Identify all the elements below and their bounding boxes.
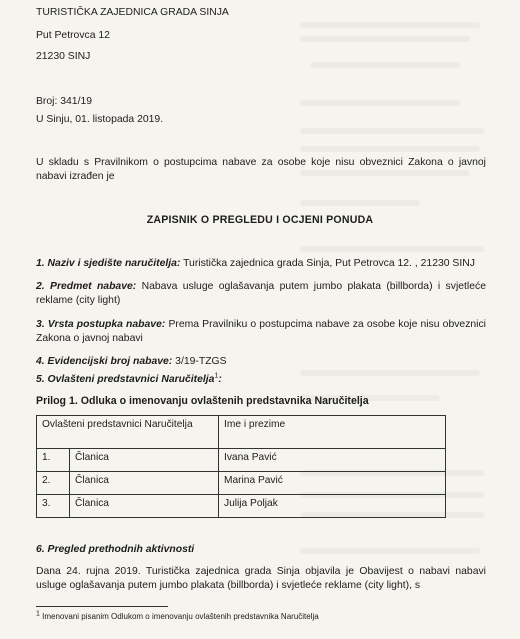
table-row (37, 449, 446, 472)
row-role: Članica (70, 495, 219, 518)
item-2-text: Nabava usluge oglašavanja putem jumbo plakata (billborda) i svjetleće reklame (city light) (36, 281, 486, 307)
section-6-heading: 6. Pregled prethodnih aktivnosti (36, 544, 195, 555)
item-4-text: 3/19-TZGS (172, 356, 227, 367)
footnote-number: 1 (36, 610, 40, 618)
doc-number: Broj: 341/19 (36, 96, 93, 107)
item-2-label: 2. Predmet nabave: (36, 281, 137, 292)
document-title: ZAPISNIK O PREGLEDU I OCJENI PONUDA (146, 214, 374, 226)
footnote (36, 612, 319, 623)
item-5 (36, 373, 486, 387)
item-3-label: 3. Vrsta postupka nabave: (36, 319, 166, 330)
item-3-text: Prema Pravilniku o postupcima nabave za osobe koje nisu obveznici Zakona o javnoj nabavi (36, 319, 486, 345)
item-3 (36, 318, 486, 346)
header-postal: 21230 SINJ (36, 51, 91, 62)
row-name: Marina Pavić (219, 472, 446, 495)
table-header-role: Ovlašteni predstavnici Naručitelja (37, 416, 219, 449)
date-line: U Sinju, 01. listopada 2019. (36, 114, 164, 125)
table-row (37, 472, 446, 495)
section-6-text: Dana 24. rujna 2019. Turistička zajednica grada Sinja objavila je Obavijest o nabavi nabavi usluge oglašavanja putem jumbo plakata (billborda) i svjetleće reklame (city light), s (36, 566, 486, 592)
table-row (37, 495, 446, 518)
item-2 (36, 280, 486, 308)
header-org: TURISTIČKA ZAJEDNICA GRADA SINJA (36, 7, 229, 18)
item-1-text: Turistička zajednica grada Sinja, Put Petrovca 12. , 21230 SINJ (180, 258, 475, 269)
item-5-label: 5. Ovlašteni predstavnici Naručitelja (36, 374, 215, 385)
item-4-label: 4. Evidencijski broj nabave: (36, 356, 173, 367)
item-4 (36, 355, 486, 369)
representatives-table (36, 415, 446, 518)
row-role: Članica (70, 472, 219, 495)
item-5-text: : (218, 374, 222, 385)
item-1-label: 1. Naziv i sjedište naručitelja: (36, 258, 181, 269)
row-number: 3. (37, 495, 70, 518)
footnote-ref: 1 (214, 372, 219, 380)
footnote-divider (36, 606, 168, 607)
item-1 (36, 257, 486, 271)
row-name: Julija Poljak (219, 495, 446, 518)
table-header-name: Ime i prezime (219, 416, 446, 449)
footnote-text: Imenovani pisanim Odlukom o imenovanju ovlaštenih predstavnika Naručitelja (39, 612, 319, 621)
row-role: Članica (70, 449, 219, 472)
row-name: Ivana Pavić (219, 449, 446, 472)
intro-paragraph: U skladu s Pravilnikom o postupcima nabave za osobe koje nisu obveznici Zakona o javnoj nabavi izrađen je (36, 157, 486, 183)
row-number: 1. (37, 449, 70, 472)
prilog-heading: Prilog 1. Odluka o imenovanju ovlaštenih predstavnika Naručitelja (36, 395, 369, 407)
header-street: Put Petrovca 12 (36, 30, 110, 41)
row-number: 2. (37, 472, 70, 495)
table-header-row (37, 416, 446, 449)
